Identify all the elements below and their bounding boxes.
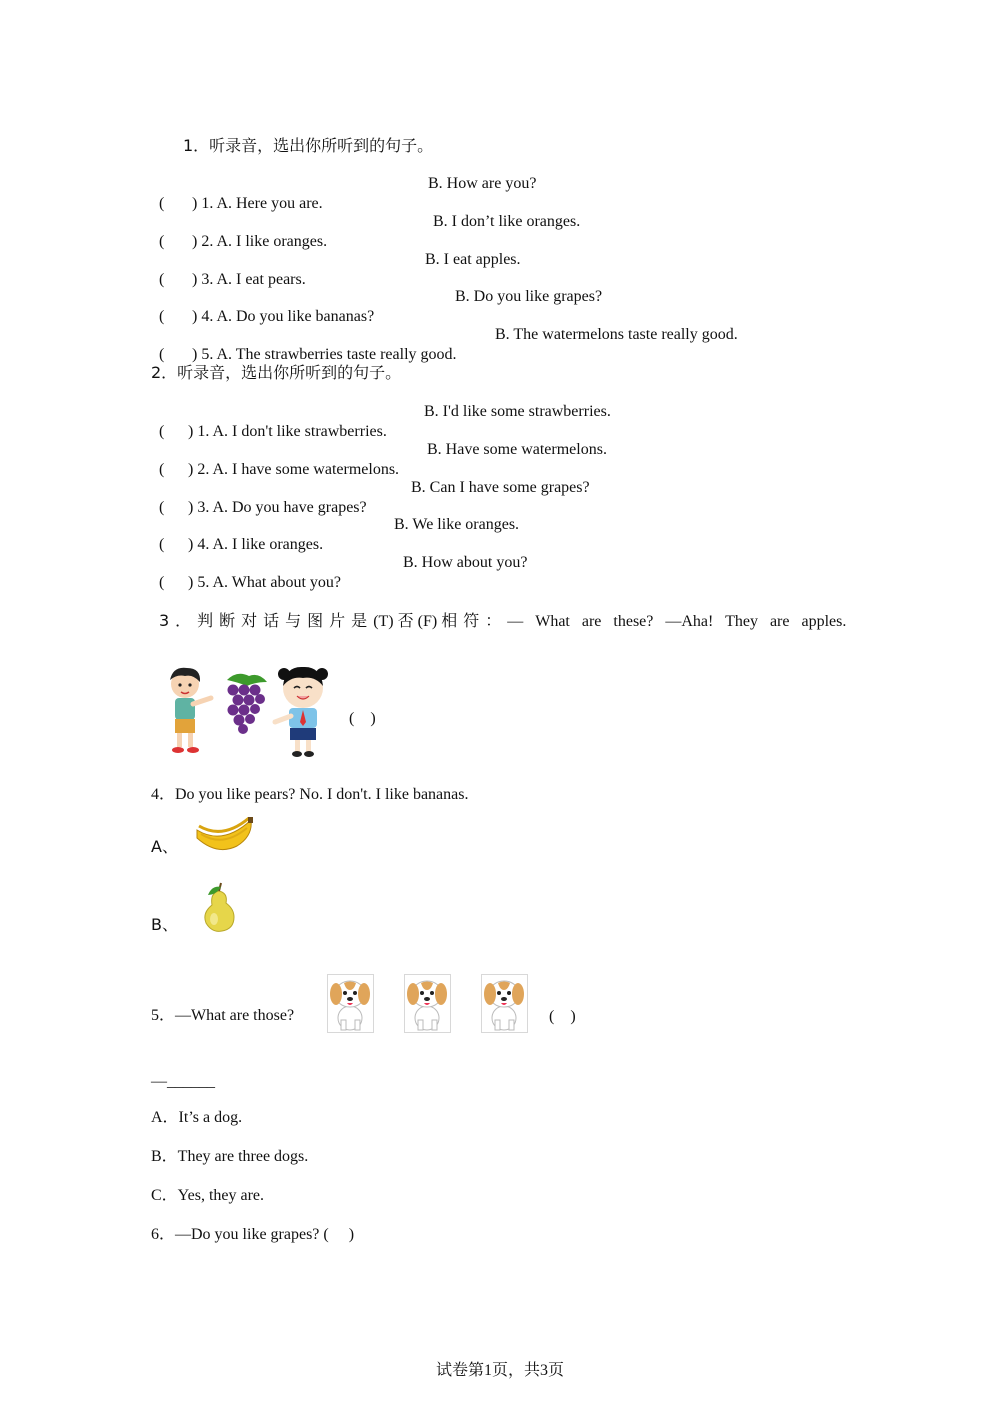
answer-paren: ( bbox=[159, 308, 165, 325]
q5-option-b[interactable]: B．They are three dogs. bbox=[151, 1148, 309, 1165]
option-a: ) 3. A. Do you have grapes? bbox=[188, 499, 367, 516]
q5-question: 5．—What are those? bbox=[151, 1007, 295, 1024]
q3-fou: 否 bbox=[397, 611, 414, 630]
option-b: B. Do you like grapes? bbox=[455, 288, 603, 305]
option-b: B. How about you? bbox=[403, 554, 528, 571]
option-b: B. The watermelons taste really good. bbox=[495, 326, 738, 343]
answer-paren: ( bbox=[159, 499, 165, 516]
option-a: ) 4. A. Do you like bananas? bbox=[192, 308, 375, 325]
answer-paren: ( bbox=[159, 346, 165, 363]
q3-xiangfu: 相符： bbox=[441, 611, 508, 630]
q6-question: 6．—Do you like grapes? ( ) bbox=[151, 1226, 355, 1243]
q3-answer-paren[interactable]: ( ) bbox=[349, 710, 376, 727]
option-a: ) 2. A. I like oranges. bbox=[192, 233, 328, 250]
dog-icon bbox=[405, 975, 451, 1033]
option-b: B. We like oranges. bbox=[394, 516, 520, 533]
q5-option-c[interactable]: C．Yes, they are. bbox=[151, 1187, 265, 1204]
page-footer: 试卷第1页，共3页 bbox=[435, 1362, 564, 1379]
banana-icon bbox=[193, 816, 255, 854]
boy-icon bbox=[170, 668, 211, 753]
answer-paren: ( bbox=[159, 461, 165, 478]
answer-paren: ( bbox=[159, 574, 165, 591]
answer-paren: ( bbox=[159, 233, 165, 250]
q5-option-a[interactable]: A．It’s a dog. bbox=[151, 1109, 243, 1126]
q4-question: 4．Do you like pears? No. I don't. I like bananas. bbox=[151, 786, 469, 803]
answer-paren: ( bbox=[159, 423, 165, 440]
grapes-icon bbox=[227, 674, 267, 734]
q4-option-b-label[interactable]: B、 bbox=[151, 915, 178, 934]
option-a: ) 5. A. The strawberries taste really good. bbox=[192, 346, 457, 363]
option-b: B. I don’t like oranges. bbox=[433, 213, 581, 230]
answer-paren: ( bbox=[159, 271, 165, 288]
q5-answer-blank[interactable]: —______ bbox=[151, 1073, 215, 1090]
q3-prefix: 3．判断对话与图片是 bbox=[159, 611, 374, 630]
option-b: B. I eat apples. bbox=[425, 251, 521, 268]
option-b: B. Have some watermelons. bbox=[427, 441, 607, 458]
option-a: ) 1. A. Here you are. bbox=[192, 195, 323, 212]
option-a: ) 2. A. I have some watermelons. bbox=[188, 461, 400, 478]
q3-question bbox=[151, 591, 846, 632]
answer-paren: ( bbox=[159, 195, 165, 212]
option-b: B. I'd like some strawberries. bbox=[424, 403, 611, 420]
answer-paren: ( bbox=[159, 536, 165, 553]
pear-icon bbox=[198, 881, 240, 933]
option-a: ) 5. A. What about you? bbox=[188, 574, 342, 591]
girl-icon bbox=[275, 667, 328, 757]
q1-heading: 1．听录音，选出你所听到的句子。 bbox=[183, 136, 434, 155]
dog-icon bbox=[482, 975, 528, 1033]
q2-heading: 2．听录音，选出你所听到的句子。 bbox=[151, 363, 402, 382]
option-a: ) 1. A. I don't like strawberries. bbox=[188, 423, 387, 440]
boy-and-girl-with-grapes-image bbox=[163, 664, 333, 760]
option-a: ) 3. A. I eat pears. bbox=[192, 271, 306, 288]
q5-answer-paren[interactable]: ( ) bbox=[549, 1008, 576, 1025]
q3-dialog: — What are these? —Aha! They are apples. bbox=[507, 613, 847, 630]
q3-t: (T) bbox=[373, 613, 394, 630]
q3-f: (F) bbox=[417, 613, 438, 630]
option-a: ) 4. A. I like oranges. bbox=[188, 536, 324, 553]
dog-icon bbox=[328, 975, 374, 1033]
option-b: B. How are you? bbox=[428, 175, 537, 192]
option-b: B. Can I have some grapes? bbox=[411, 479, 590, 496]
dogs-image bbox=[327, 974, 531, 1034]
q4-option-a-label[interactable]: A、 bbox=[151, 837, 178, 856]
